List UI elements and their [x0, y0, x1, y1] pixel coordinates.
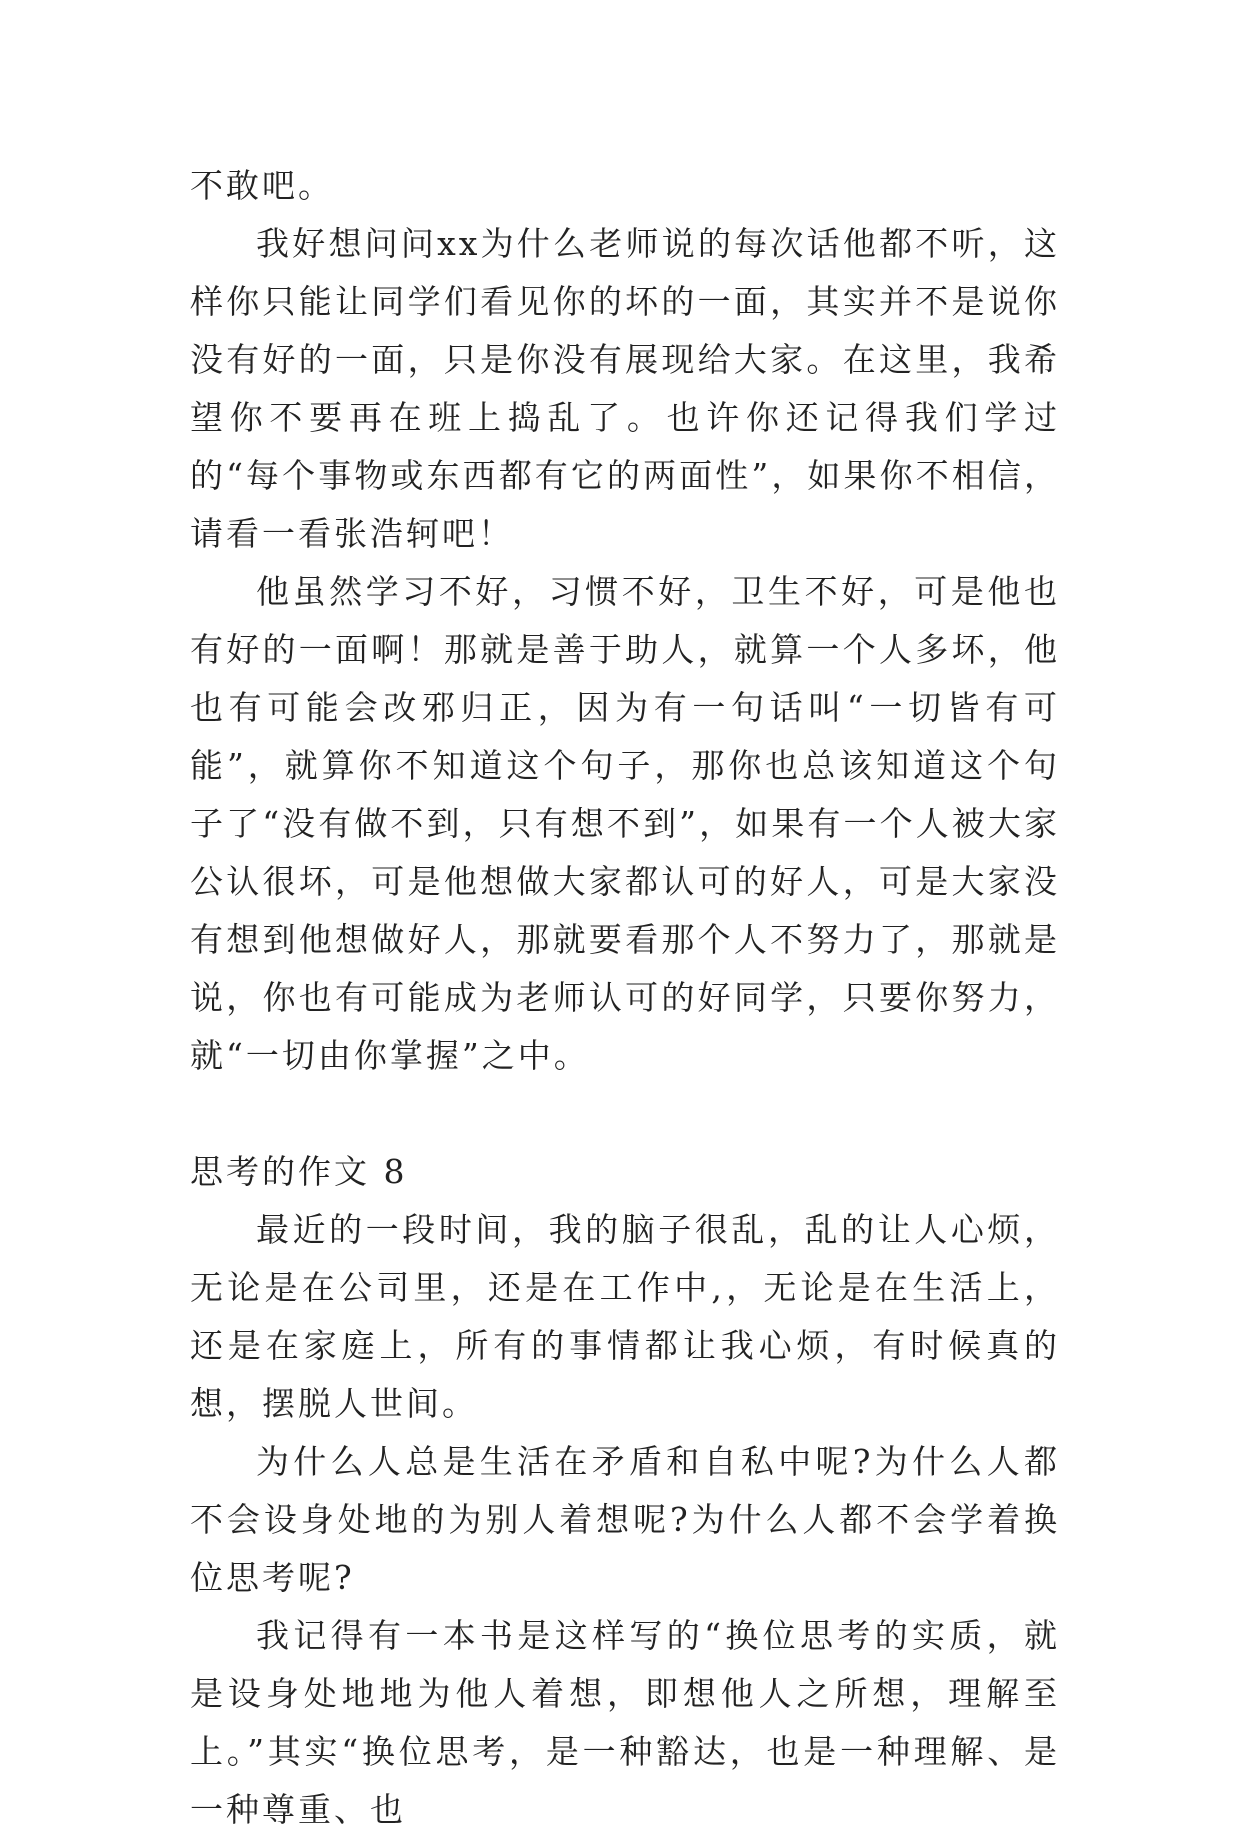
document-body: [190, 157, 1060, 1839]
paragraph: 最近的一段时间，我的脑子很乱，乱的让人心烦，无论是在公司里，还是在工作中,，无论是在生活上，还是在家庭上，所有的事情都让我心烦，有时候真的想，摆脱人世间。: [190, 1210, 1060, 1423]
paragraph: 我好想问问xx为什么老师说的每次话他都不听，这样你只能让同学们看见你的坏的一面，其实并不是说你没有好的一面，只是你没有展现给大家。在这里，我希望你不要再在班上捣乱了。也许你还记得我们学过的“每个事物或东西都有它的两面性”，如果你不相信，请看一看张浩轲吧！: [190, 224, 1060, 553]
section-title: 思考的作文 8: [190, 1152, 408, 1191]
paragraph: 我记得有一本书是这样写的“换位思考的实质，就是设身处地地为他人着想，即想他人之所想，理解至上。”其实“换位思考，是一种豁达，也是一种理解、是一种尊重、也: [190, 1616, 1060, 1829]
paragraph-continuation: 不敢吧。: [190, 166, 334, 205]
paragraph: 他虽然学习不好，习惯不好，卫生不好，可是他也有好的一面啊！那就是善于助人，就算一个人多坏，他也有可能会改邪归正，因为有一句话叫“一切皆有可能”，就算你不知道这个句子，那你也总该知道这个句子了“没有做不到，只有想不到”，如果有一个人被大家公认很坏，可是他想做大家都认可的好人，可是大家没有想到他想做好人，那就要看那个人不努力了，那就是说，你也有可能成为老师认可的好同学，只要你努力，就“一切由你掌握”之中。: [190, 572, 1060, 1075]
paragraph: 为什么人总是生活在矛盾和自私中呢?为什么人都不会设身处地的为别人着想呢?为什么人都不会学着换位思考呢?: [190, 1442, 1060, 1597]
